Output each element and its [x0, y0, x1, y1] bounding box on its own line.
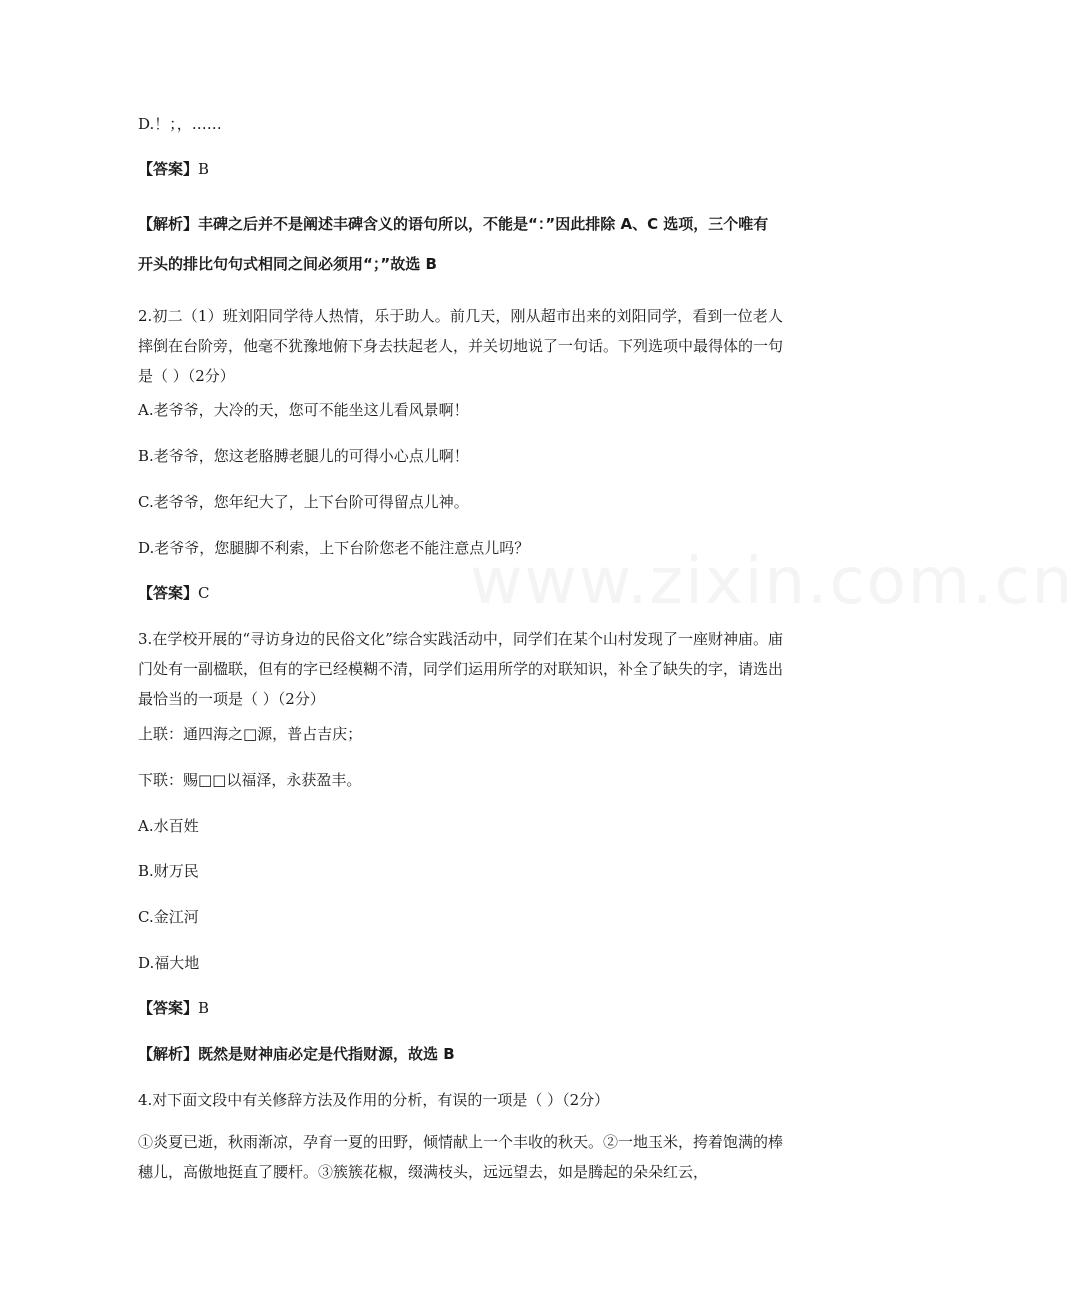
answer-value: B — [198, 999, 210, 1017]
answer-value: C — [198, 584, 210, 602]
q3-analysis — [138, 1043, 788, 1065]
answer-tag: 【答案】 — [138, 584, 199, 602]
q3-option-c: C.金江河 — [138, 908, 199, 926]
q2-option-b: B.老爷爷，您这老胳膊老腿儿的可得小心点儿啊！ — [138, 447, 469, 465]
q2-option-c: C.老爷爷，您年纪大了，上下台阶可得留点儿神。 — [138, 493, 469, 511]
analysis-tag: 【解析】 — [138, 215, 199, 233]
q2-option-d: D.老爷爷，您腿脚不利索，上下台阶您老不能注意点儿吗？ — [138, 539, 530, 557]
q1-analysis — [138, 204, 783, 284]
watermark: www.zixin.com.cn — [470, 545, 1074, 619]
q3-option-d: D.福大地 — [138, 954, 200, 972]
q4-passage: ①炎夏已逝，秋雨渐凉，孕育一夏的田野，倾情献上一个丰收的秋天。②一地玉米，挎着饱满的棒穗儿，高傲地挺直了腰杆。③簇簇花椒，缀满枝头，远远望去，如是腾起的朵朵红云， — [138, 1133, 784, 1181]
analysis-text: 既然是财神庙必定是代指财源，故选 B — [198, 1045, 455, 1063]
answer-value: B — [198, 160, 210, 178]
q3-upper-couplet: 上联：通四海之□源，普占吉庆； — [138, 725, 363, 743]
answer-tag: 【答案】 — [138, 160, 199, 178]
q3-option-b: B.财万民 — [138, 862, 199, 880]
analysis-text: 丰碑之后并不是阐述丰碑含义的语句所以，不能是“：”因此排除 A、C 选项，三个唯有开头的排比句句式相同之间必须用“；”故选 B — [138, 215, 769, 273]
q1-answer — [138, 158, 788, 180]
q3-answer — [138, 997, 788, 1019]
q2-option-a: A.老爷爷，大冷的天，您可不能坐这儿看风景啊！ — [138, 401, 469, 419]
q1-option-d: D.！；，…… — [138, 115, 222, 133]
analysis-tag: 【解析】 — [138, 1045, 199, 1063]
q2-answer — [138, 582, 788, 604]
answer-tag: 【答案】 — [138, 999, 199, 1017]
q3-lower-couplet: 下联：赐□□以福泽，永获盈丰。 — [138, 771, 362, 789]
q2-stem: 2.初二（1）班刘阳同学待人热情，乐于助人。前几天，刚从超市出来的刘阳同学，看到一位老人摔倒在台阶旁，他毫不犹豫地俯下身去扶起老人，并关切地说了一句话。下列选项中最得体的一句是（ ）（2分） — [138, 307, 784, 385]
q3-stem: 3.在学校开展的“寻访身边的民俗文化”综合实践活动中，同学们在某个山村发现了一座财神庙。庙门处有一副楹联，但有的字已经模糊不清，同学们运用所学的对联知识，补全了缺失的字，请选出最恰当的一项是（ ）（2分） — [138, 630, 784, 708]
q3-option-a: A.水百姓 — [138, 817, 199, 835]
q4-stem: 4.对下面文段中有关修辞方法及作用的分析，有误的一项是（ ）（2分） — [138, 1091, 610, 1109]
